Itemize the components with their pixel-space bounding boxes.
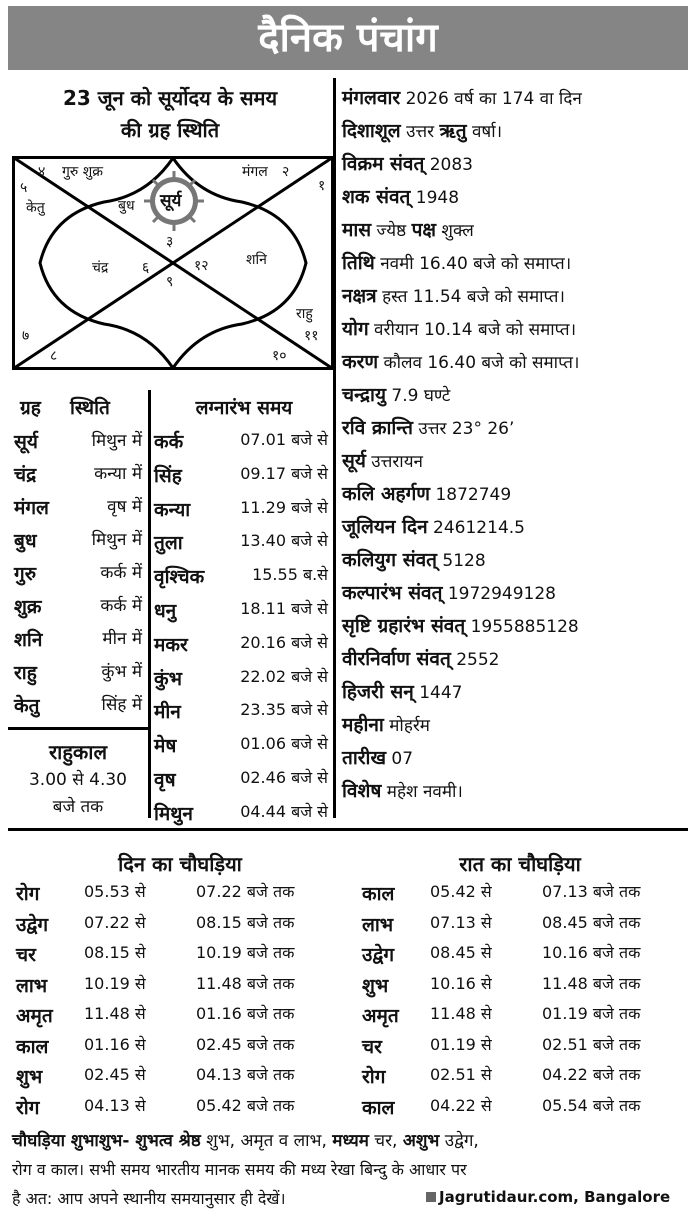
lagna-sign: मीन [154, 701, 181, 724]
chaughadiya-to: 02.45 बजे तक [196, 1034, 295, 1054]
panchang-label: नक्षत्र [342, 285, 377, 307]
panchang-value: 2083 [429, 155, 473, 175]
chaughadiya-from: 08.15 से [84, 943, 146, 962]
chaughadiya-to: 10.16 बजे तक [542, 943, 641, 962]
chaughadiya-name: अमृत [362, 1005, 399, 1027]
chaughadiya-to: 05.54 बजे तक [542, 1095, 641, 1115]
chaughadiya-to: 02.51 बजे तक [542, 1034, 641, 1054]
panchang-row [342, 447, 423, 473]
house-planets: गुरु शुक्र [62, 164, 103, 180]
lagna-time: 07.01 बजे से [240, 430, 328, 449]
panchang-label: विक्रम संवत् [342, 153, 425, 175]
panchang-row [342, 612, 579, 638]
kundli-title-line1: 23 जून को सूर्योदय के समय [62, 86, 278, 110]
lagna-sign: मकर [154, 633, 188, 656]
chaughadiya-name: काल [16, 1035, 49, 1058]
panchang-row [342, 414, 514, 440]
lagna-sign: धनु [154, 600, 177, 622]
graha-position: कर्क में [100, 596, 142, 616]
footer-bold-3: अशुभ [402, 1131, 440, 1151]
house-planets: चंद्र [92, 260, 109, 276]
graha-planet: केतु [14, 695, 40, 717]
panchang-row [342, 711, 430, 737]
graha-planet: शुक्र [14, 596, 42, 618]
house-number: २ [282, 164, 290, 180]
panchang-label: वीरनिर्वाण संवत् [342, 648, 451, 670]
panchang-label: मंगलवार [342, 87, 401, 109]
panchang-value: 1872749 [435, 485, 512, 505]
panchang-label: करण [342, 351, 379, 373]
footer-line1 [12, 1128, 479, 1151]
panchang-value: नवमी 16.40 बजे को समाप्त। [380, 254, 572, 274]
lagna-time: 18.11 बजे से [240, 599, 328, 618]
lagna-sign: वृष [154, 769, 176, 791]
graha-planet: शनि [14, 629, 43, 651]
house-number: १२ [194, 258, 209, 274]
panchang-value: उत्तर 23° 26’ [418, 419, 515, 439]
footer-line3: है अत: आप अपने स्थानीय समयानुसार ही देखें। [12, 1189, 286, 1208]
footer-line2: रोग व काल। सभी समय भारतीय मानक समय की मध्य रेखा बिन्दु के आधार पर [12, 1160, 467, 1179]
panchang-row [342, 117, 502, 143]
night-chaughadiya-title: रात का चौघड़िया [459, 852, 581, 876]
panchang-value: कौलव 16.40 बजे को समाप्त। [383, 353, 580, 373]
chaughadiya-from: 01.19 से [430, 1034, 492, 1054]
panchang-row [342, 348, 579, 374]
lagna-sign: कुंभ [154, 667, 182, 690]
lagna-time: 22.02 बजे से [240, 666, 328, 686]
panchang-row [342, 84, 582, 110]
chaughadiya-name: चर [362, 1035, 382, 1058]
panchang-value: 1948 [415, 188, 460, 208]
panchang-label: कलि अहर्गण [342, 483, 431, 505]
chaughadiya-from: 10.19 से [84, 973, 146, 993]
panchang-value: ज्येष्ठ [376, 221, 407, 241]
panchang-value: 7.9 घण्टे [391, 386, 451, 406]
lagna-sign: सिंह [154, 464, 182, 487]
house-number: १० [272, 348, 287, 364]
chaughadiya-name: अमृत [16, 1005, 53, 1027]
chaughadiya-name: शुभ [362, 974, 389, 997]
house-number: ४ [38, 164, 46, 180]
panchang-value: 1447 [419, 683, 463, 703]
graha-planet: मंगल [14, 497, 49, 519]
lagna-sign: मिथुन [154, 802, 193, 825]
chaughadiya-from: 02.51 से [430, 1065, 492, 1084]
graha-position: सिंह में [101, 695, 142, 715]
lagna-sign: कर्क [154, 431, 184, 453]
house-planets: बुध [118, 198, 135, 214]
chaughadiya-to: 01.19 बजे तक [542, 1004, 641, 1023]
footer-text-1: शुभ, अमृत व लाभ, [206, 1131, 327, 1151]
panchang-label: कल्पारंभ संवत् [342, 582, 443, 604]
divider-vertical-graha [148, 390, 151, 818]
footer-bold-1: चौघड़िया शुभाशुभ- शुभत्व श्रेष्ठ [12, 1131, 201, 1151]
footer-credit [426, 1188, 670, 1206]
panchang-label: रवि क्रान्ति [342, 417, 413, 439]
chaughadiya-from: 05.42 से [430, 882, 492, 901]
chaughadiya-to: 05.42 बजे तक [196, 1095, 295, 1115]
footer-credit-text: Jagrutidaur.com, Bangalore [439, 1188, 671, 1206]
rahukal-suffix: बजे तक [52, 797, 104, 817]
panchang-value-2: वर्षा। [471, 122, 503, 142]
graha-header-position: स्थिति [70, 397, 110, 419]
graha-planet: बुध [14, 530, 37, 552]
panchang-row [342, 678, 462, 704]
panchang-label: तारीख [342, 747, 386, 769]
house-number: ३ [166, 234, 174, 250]
lagna-time: 23.35 बजे से [240, 700, 328, 720]
lagna-time: 11.29 बजे से [240, 497, 328, 517]
house-planets: मंगल [242, 164, 268, 180]
panchang-label: शक संवत् [342, 186, 411, 208]
chaughadiya-from: 05.53 से [84, 882, 146, 901]
graha-position: कन्या में [94, 464, 142, 484]
house-number: ६ [142, 260, 150, 276]
chaughadiya-name: काल [362, 1096, 395, 1119]
panchang-row [342, 744, 413, 770]
panchang-value: 5128 [442, 551, 486, 571]
lagna-sign: वृश्चिक [154, 566, 205, 589]
divider-horizontal-middle [8, 828, 688, 831]
house-number: १ [318, 178, 326, 194]
graha-position: वृष में [107, 497, 142, 517]
rahukal-time: 3.00 से 4.30 [28, 770, 127, 790]
footer-text-2: चर, [374, 1131, 398, 1151]
chaughadiya-from: 07.13 से [430, 912, 492, 932]
lagna-sign: तुला [154, 532, 183, 555]
panchang-label: चन्द्रायु [342, 384, 386, 406]
panchang-label: कलियुग संवत् [342, 549, 437, 571]
graha-planet: सूर्य [14, 431, 38, 453]
chaughadiya-name: शुभ [16, 1066, 43, 1088]
chaughadiya-to: 07.22 बजे तक [196, 882, 295, 901]
panchang-value: उत्तर [406, 122, 435, 142]
panchang-label: महीना [342, 714, 384, 736]
panchang-row [342, 777, 463, 803]
chaughadiya-name: चर [16, 944, 36, 966]
chaughadiya-to: 08.15 बजे तक [196, 912, 295, 932]
panchang-row [342, 315, 576, 341]
panchang-row [342, 282, 565, 308]
chaughadiya-from: 10.16 से [430, 973, 492, 993]
chaughadiya-to: 11.48 बजे तक [196, 973, 295, 993]
panchang-row [342, 546, 486, 572]
lagna-time: 09.17 बजे से [240, 463, 328, 483]
panchang-value: उत्तरायन [371, 452, 423, 472]
graha-header-planet: ग्रह [20, 397, 41, 419]
rahukal-title: राहुकाल [48, 740, 108, 764]
panchang-row [342, 381, 450, 407]
chaughadiya-from: 07.22 से [84, 912, 146, 932]
page-title: दैनिक पंचांग [8, 6, 688, 70]
panchang-row [342, 579, 556, 605]
panchang-row [342, 249, 571, 275]
panchang-label: विशेष [342, 780, 382, 802]
chaughadiya-to: 04.22 बजे तक [542, 1065, 641, 1084]
chaughadiya-from: 11.48 से [84, 1004, 146, 1023]
kundli-sun-label: सूर्य [160, 191, 182, 211]
chaughadiya-to: 10.19 बजे तक [196, 943, 295, 962]
chaughadiya-name: लाभ [16, 974, 48, 997]
panchang-label: सृष्टि ग्रहारंभ संवत् [342, 615, 466, 637]
graha-position: कुंभ में [101, 662, 142, 682]
chaughadiya-name: काल [362, 883, 395, 905]
panchang-row [342, 216, 474, 242]
panchang-row [342, 645, 499, 671]
panchang-value: 1972949128 [447, 584, 557, 604]
panchang-row [342, 480, 511, 506]
graha-position: मीन में [102, 629, 142, 649]
chaughadiya-from: 04.22 से [430, 1095, 492, 1115]
panchang-label: सूर्य [342, 450, 366, 472]
panchang-label: योग [342, 318, 369, 340]
graha-planet: राहु [14, 662, 37, 684]
panchang-label: मास [342, 219, 372, 241]
panchang-value: 1955885128 [470, 617, 579, 637]
panchang-value: 07 [391, 749, 414, 769]
chaughadiya-from: 11.48 से [430, 1004, 492, 1023]
panchang-label: हिजरी सन् [342, 681, 414, 703]
house-number: ८ [50, 348, 58, 364]
chaughadiya-name: लाभ [362, 913, 394, 936]
panchang-row [342, 183, 459, 209]
panchang-value: मोहर्रम [389, 716, 430, 736]
lagna-sign: मेष [154, 735, 177, 758]
graha-position: मिथुन में [91, 431, 142, 451]
chaughadiya-to: 11.48 बजे तक [542, 973, 641, 993]
chaughadiya-from: 01.16 से [84, 1034, 146, 1054]
chaughadiya-name: उद्वेग [362, 944, 395, 966]
graha-planet: गुरु [14, 563, 37, 585]
lagna-time: 15.55 ब.से [252, 565, 328, 585]
panchang-value: वरीयान 10.14 बजे को समाप्त। [374, 320, 577, 340]
lagna-title: लग्नारंभ समय [195, 397, 293, 419]
panchang-row [342, 150, 473, 176]
lagna-sign: कन्या [154, 498, 191, 521]
panchang-value: 2026 वर्ष का 174 वा दिन [405, 89, 582, 109]
panchang-label: दिशाशूल [342, 120, 401, 142]
chaughadiya-from: 02.45 से [84, 1065, 146, 1084]
chaughadiya-name: रोग [16, 883, 40, 905]
panchang-label-2: ऋतु [439, 120, 467, 142]
chaughadiya-name: उद्वेग [16, 913, 49, 936]
chaughadiya-to: 04.13 बजे तक [196, 1065, 295, 1084]
chaughadiya-name: रोग [362, 1066, 386, 1088]
footer-text-3: उद्वेग, [444, 1131, 479, 1151]
footer-bold-2: मध्यम [332, 1131, 369, 1151]
panchang-value: 2461214.5 [433, 518, 525, 538]
credit-square-icon [426, 1192, 436, 1202]
day-chaughadiya-title: दिन का चौघड़िया [118, 852, 242, 876]
panchang-value: हस्त 11.54 बजे को समाप्त। [382, 287, 565, 307]
panchang-value: महेश नवमी। [386, 782, 463, 802]
house-number: ९ [166, 274, 174, 290]
chaughadiya-to: 08.45 बजे तक [542, 912, 641, 932]
panchang-label: तिथि [342, 252, 375, 274]
lagna-time: 02.46 बजे से [240, 768, 328, 787]
house-planets: केतु [26, 200, 45, 216]
house-number: ७ [22, 328, 30, 344]
graha-position: मिथुन में [91, 530, 142, 550]
panchang-value-2: शुक्ल [441, 221, 474, 241]
chaughadiya-from: 08.45 से [430, 943, 492, 962]
house-number: ५ [20, 180, 28, 196]
house-number: ११ [304, 328, 319, 344]
panchang-value: 2552 [456, 650, 500, 670]
lagna-time: 04.44 बजे से [240, 801, 328, 821]
house-planets: राहु [296, 306, 313, 322]
divider-rahukal [8, 727, 148, 730]
graha-position: कर्क में [100, 563, 142, 583]
panchang-label-2: पक्ष [411, 219, 436, 241]
chaughadiya-from: 04.13 से [84, 1095, 146, 1115]
graha-planet: चंद्र [14, 464, 37, 486]
chaughadiya-name: रोग [16, 1096, 40, 1119]
lagna-time: 13.40 बजे से [240, 531, 328, 551]
house-planets: शनि [246, 252, 267, 268]
kundli-title-line2: की ग्रह स्थिति [120, 118, 220, 142]
lagna-time: 01.06 बजे से [240, 734, 328, 754]
chaughadiya-to: 07.13 बजे तक [542, 882, 641, 901]
lagna-time: 20.16 बजे से [240, 632, 328, 652]
panchang-label: जूलियन दिन [342, 516, 428, 538]
panchang-row [342, 513, 525, 539]
chaughadiya-to: 01.16 बजे तक [196, 1004, 295, 1023]
